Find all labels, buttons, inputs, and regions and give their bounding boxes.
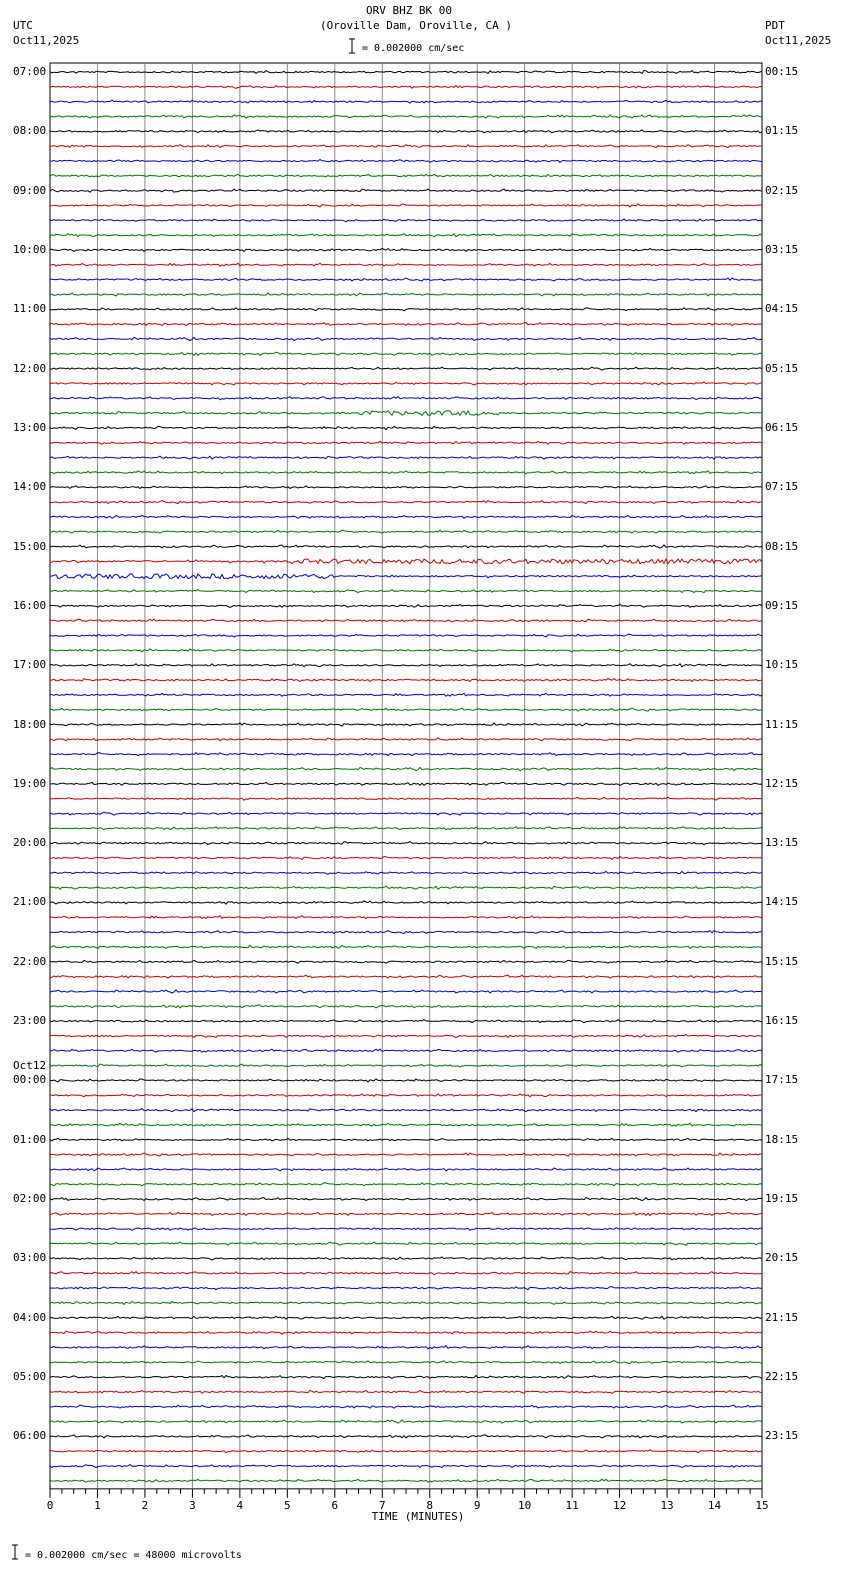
time-grid [50,63,762,1489]
time-axis [50,1489,762,1498]
x-tick-label: 13 [660,1498,674,1512]
utc-hour-label: 18:00 [13,717,47,731]
trace-line [50,960,762,963]
utc-hour-label: 17:00 [13,658,47,672]
trace-line [50,367,762,370]
utc-hour-label: 06:00 [13,1429,47,1443]
utc-hour-label: 14:00 [13,480,47,494]
plot-frame [50,63,762,1489]
trace-line [50,634,762,637]
pdt-hour-label: 08:15 [765,539,799,553]
trace-line [50,1064,762,1067]
x-tick-label: 7 [378,1498,386,1512]
trace-line [50,1257,762,1260]
pdt-hour-label: 20:15 [765,1251,799,1265]
trace-line [50,782,762,785]
pdt-hour-label: 18:15 [765,1132,799,1146]
trace-line [50,1183,762,1186]
trace-line [50,1212,762,1215]
trace-line [50,1035,762,1038]
trace-line [50,753,762,756]
trace-line [50,86,762,89]
utc-hour-label: 01:00 [13,1132,47,1146]
trace-line [50,174,762,176]
x-tick-label: 1 [94,1498,101,1512]
trace-line [50,1198,762,1201]
trace-line [50,1109,762,1112]
trace-line [50,1153,762,1156]
utc-hour-label: 08:00 [13,124,47,138]
trace-line [50,189,762,192]
trace-line [50,916,762,919]
trace-line [50,382,762,385]
trace-line [50,1420,762,1423]
utc-hour-label: 11:00 [13,302,47,316]
trace-line [50,857,762,860]
pdt-hour-label: 01:15 [765,124,799,138]
trace-line [50,931,762,934]
left-timezone: UTC [13,19,33,32]
utc-date-change-label: Oct12 [13,1059,47,1073]
pdt-hour-label: 00:15 [765,65,799,78]
trace-line [50,604,762,607]
trace-line [50,1272,762,1275]
trace-line [50,456,762,459]
trace-line [50,530,762,533]
trace-line [50,797,762,800]
trace-line [50,590,762,593]
right-date: Oct11,2025 [765,34,832,47]
x-tick-label: 4 [236,1498,244,1512]
right-timezone: PDT [765,19,785,32]
trace-line [50,1405,762,1408]
pdt-hour-label: 05:15 [765,361,799,375]
scale-bar-icon [349,39,355,53]
trace-line [50,1331,762,1334]
trace-line [50,1361,762,1364]
trace-line [50,308,762,311]
x-tick-label: 2 [141,1498,149,1512]
utc-hour-label: 02:00 [13,1192,47,1206]
trace-line [50,945,762,948]
x-tick-label: 14 [707,1498,722,1512]
trace-line [50,975,762,978]
trace-line [50,100,762,103]
x-tick-label: 8 [426,1498,434,1512]
x-tick-label: 11 [565,1498,579,1512]
utc-hour-label: 09:00 [13,183,47,197]
pdt-hour-label: 10:15 [765,658,799,672]
trace-line [50,204,762,207]
x-tick-label: 0 [46,1498,54,1512]
utc-hour-label: 21:00 [13,895,47,909]
trace-line [50,278,762,281]
utc-hour-label: 22:00 [13,954,47,968]
trace-line [50,1346,762,1349]
pdt-hour-label: 21:15 [765,1310,799,1324]
trace-line [50,115,762,118]
trace-line [50,871,762,874]
trace-line [50,219,762,222]
pdt-hour-label: 15:15 [765,954,799,968]
pdt-hour-label: 06:15 [765,420,799,434]
x-tick-label: 12 [612,1498,627,1512]
utc-hour-label: 13:00 [13,420,47,434]
x-tick-label: 10 [518,1498,532,1512]
trace-line [50,1479,762,1482]
trace-line [50,159,762,162]
trace-line [50,1123,762,1126]
trace-line [50,1465,762,1468]
trace-line [50,812,762,815]
utc-hour-label: 05:00 [13,1370,47,1384]
trace-line [50,516,762,519]
trace-line [50,693,762,696]
x-tick-label: 3 [189,1498,196,1512]
pdt-hour-label: 23:15 [765,1429,799,1443]
trace-line [50,738,762,741]
pdt-hour-label: 22:15 [765,1370,799,1384]
station-location: (Oroville Dam, Oroville, CA ) [319,19,513,32]
utc-hour-label: 12:00 [13,361,47,375]
pdt-hour-label: 11:15 [765,717,799,731]
trace-line [50,1005,762,1008]
trace-line [50,323,762,326]
pdt-hour-label: 04:15 [765,302,799,316]
utc-hour-label: 07:00 [13,65,47,78]
trace-line [50,1301,762,1304]
x-axis-label: TIME (MINUTES) [371,1510,465,1523]
trace-line [50,545,762,548]
utc-hour-label: 00:00 [13,1073,47,1087]
trace-line [50,234,762,237]
utc-hour-label: 10:00 [13,242,47,256]
calibration-bar-icon [12,1545,18,1559]
trace-line [50,1228,762,1231]
trace-line [50,1020,762,1023]
pdt-hour-label: 03:15 [765,242,799,256]
trace-line [50,471,762,474]
pdt-hour-label: 14:15 [765,895,799,909]
trace-line [50,664,762,667]
trace-line [50,842,762,845]
utc-hour-label: 04:00 [13,1310,47,1324]
trace-line [50,130,762,133]
left-date: Oct11,2025 [13,34,80,47]
trace-line [50,649,762,652]
trace-line [50,768,762,771]
x-tick-label: 5 [284,1498,291,1512]
trace-line [50,574,762,579]
pdt-hour-label: 12:15 [765,776,799,790]
trace-line [50,248,762,251]
utc-hour-label: 16:00 [13,598,47,612]
utc-hour-label: 15:00 [13,539,47,553]
trace-line [50,1079,762,1082]
x-tick-label: 9 [473,1498,481,1512]
utc-hour-label: 19:00 [13,776,47,790]
seismogram-traces [50,70,762,1482]
trace-line [50,441,762,444]
trace-line [50,619,762,622]
trace-line [50,886,762,889]
trace-line [50,827,762,830]
trace-line [50,679,762,682]
pdt-hour-label: 09:15 [765,598,799,612]
trace-line [50,397,762,400]
trace-line [50,486,762,489]
trace-line [50,1168,762,1171]
trace-line [50,293,762,296]
x-tick-label: 15 [755,1498,769,1512]
trace-line [50,1376,762,1379]
trace-line [50,352,762,355]
utc-hour-label: 03:00 [13,1251,47,1265]
station-title: ORV BHZ BK 00 [365,4,453,17]
utc-hour-label: 20:00 [13,836,47,850]
pdt-hour-label: 07:15 [765,480,799,494]
trace-line [50,708,762,711]
trace-line [50,70,762,73]
trace-line [50,1242,762,1245]
trace-line [50,1094,762,1097]
scale-label: = 0.002000 cm/sec [362,43,465,54]
trace-line [50,1390,762,1393]
trace-line [50,1450,762,1453]
trace-line [50,426,762,429]
pdt-hour-label: 02:15 [765,183,799,197]
pdt-hour-label: 16:15 [765,1014,799,1028]
trace-line [50,559,762,564]
trace-line [50,411,762,416]
pdt-hour-label: 17:15 [765,1073,799,1087]
trace-line [50,901,762,904]
trace-line [50,1287,762,1290]
utc-hour-label: 23:00 [13,1014,47,1028]
pdt-hour-label: 19:15 [765,1192,799,1206]
trace-line [50,1138,762,1141]
trace-line [50,145,762,148]
trace-line [50,723,762,726]
trace-line [50,263,762,266]
trace-line [50,990,762,993]
pdt-hour-label: 13:15 [765,836,799,850]
trace-line [50,1435,762,1438]
trace-line [50,337,762,340]
trace-line [50,1049,762,1052]
trace-line [50,1316,762,1319]
x-tick-label: 6 [331,1498,339,1512]
calibration-label: = 0.002000 cm/sec = 48000 microvolts [25,1550,242,1561]
trace-line [50,501,762,504]
